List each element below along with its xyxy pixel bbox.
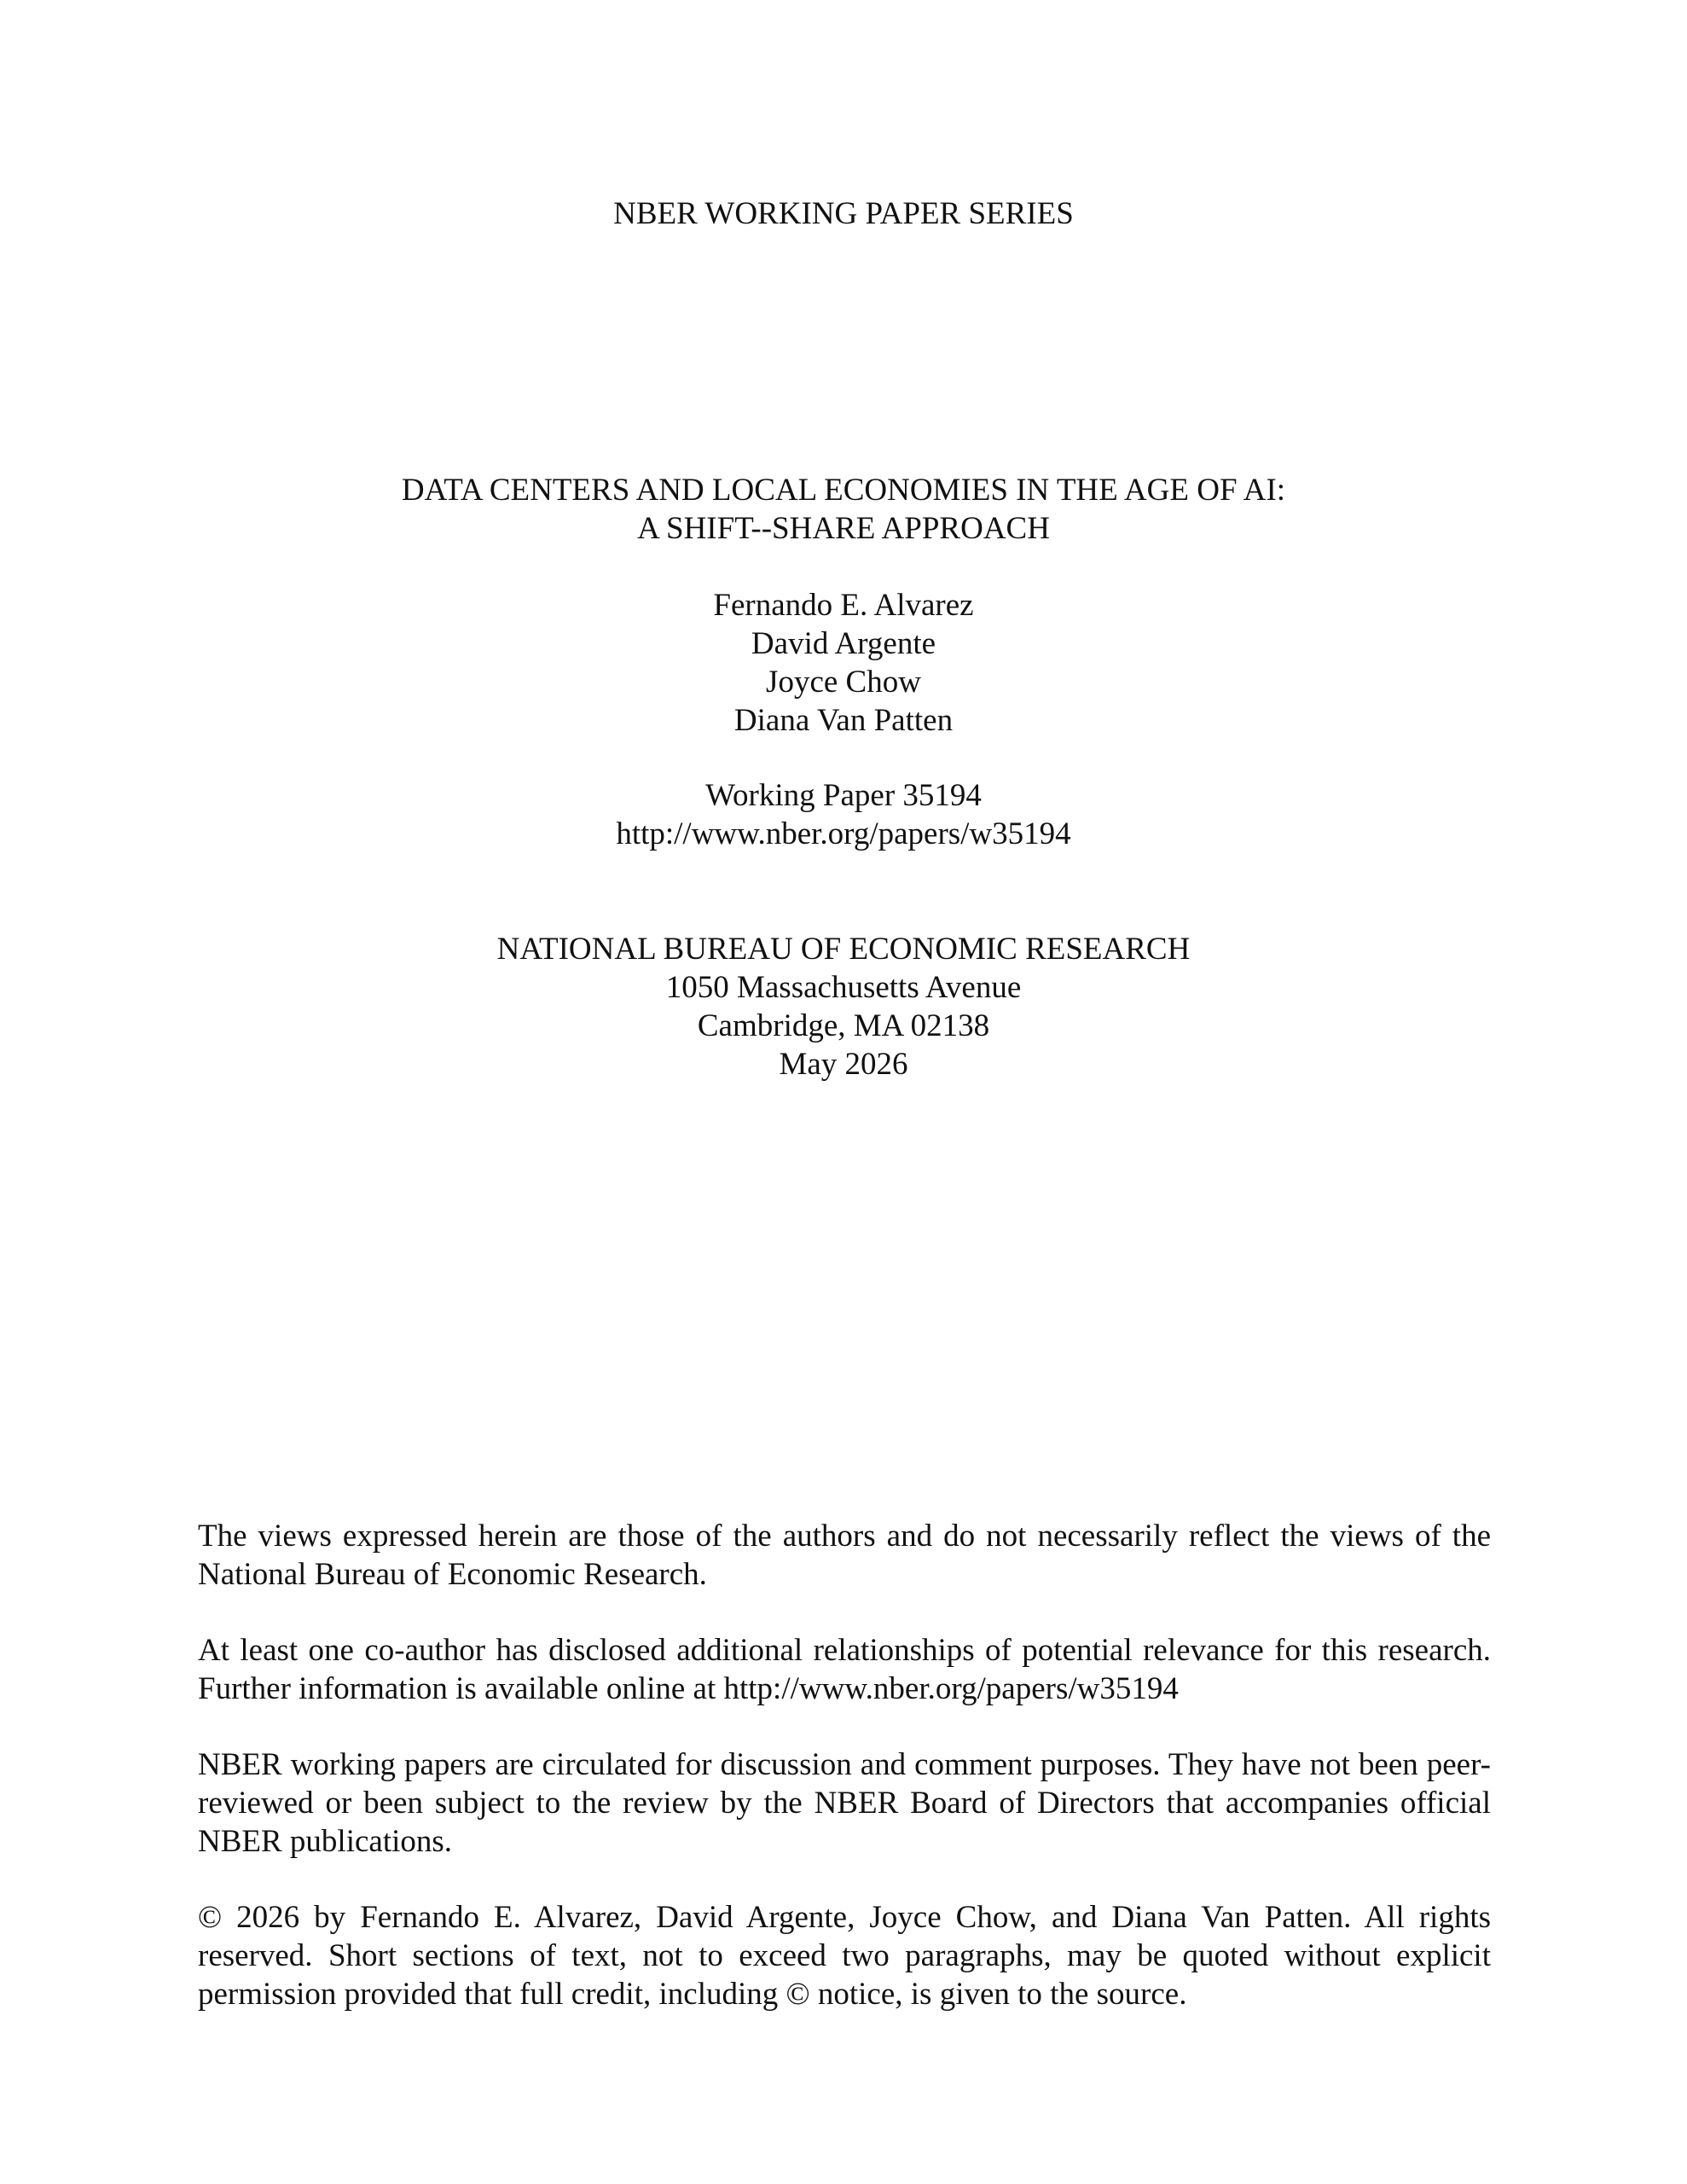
author-name: Diana Van Patten (733, 703, 954, 738)
author-name: Joyce Chow (766, 665, 921, 700)
series-label: NBER WORKING PAPER SERIES (613, 196, 1074, 231)
publication-date: May 2026 (779, 1047, 908, 1082)
copyright-notice: © 2026 by Fernando E. Alvarez, David Argente, Joyce Chow, and Diana Van Patten. All rights reserved. Short sections of text, not to exceed two paragraphs, may be quoted without explicit permission provided that full credit, including © notice, is given to the source. (198, 1900, 1491, 2012)
title-line-2: A SHIFT--SHARE APPROACH (637, 511, 1050, 546)
views-disclaimer: The views expressed herein are those of the authors and do not necessarily reflect the views of the National Bureau of Economic Research. (198, 1519, 1491, 1592)
author-name: David Argente (751, 626, 936, 661)
author-list (0, 586, 1687, 740)
institution-info (0, 930, 1687, 1083)
circulation-note: NBER working papers are circulated for discussion and comment purposes. They have not been peer-reviewed or been subject to the review by the NBER Board of Directors that accompanies official NBER publications. (198, 1747, 1491, 1859)
title-line-1: DATA CENTERS AND LOCAL ECONOMIES IN THE AGE OF AI: (401, 473, 1286, 508)
paper-title (0, 471, 1687, 548)
paper-url: http://www.nber.org/papers/w35194 (616, 816, 1071, 851)
institution-street: 1050 Massachusetts Avenue (665, 970, 1022, 1005)
author-name: Fernando E. Alvarez (713, 588, 974, 623)
disclosure-note: At least one co-author has disclosed additional relationships of potential relevance for this research. Further information is available online at http://www.nber.org/papers/w35194 (198, 1633, 1491, 1706)
institution-name: NATIONAL BUREAU OF ECONOMIC RESEARCH (496, 932, 1191, 967)
disclaimer-notes (198, 1517, 1491, 2013)
working-paper-number: Working Paper 35194 (705, 778, 982, 813)
paper-info (0, 776, 1687, 853)
series-header (0, 195, 1687, 233)
institution-city: Cambridge, MA 02138 (697, 1008, 990, 1043)
